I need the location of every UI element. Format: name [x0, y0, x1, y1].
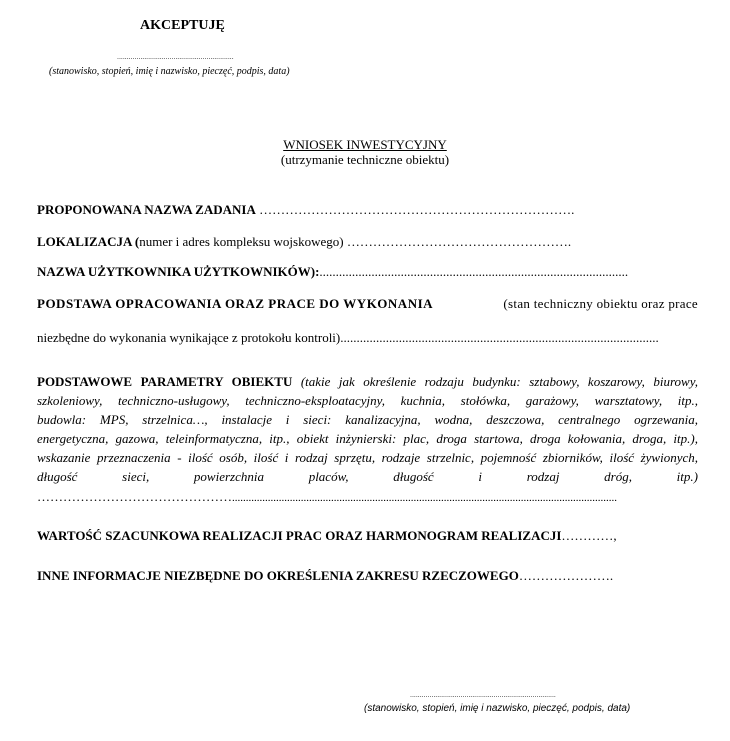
basis-hint-2: niezbędne do wykonania wynikające z protokołu kontroli)	[37, 330, 341, 345]
document-title: WNIOSEK INWESTYCYJNY	[283, 137, 447, 152]
params-dots-b: ............................................................................................................................................	[232, 492, 617, 504]
basis-row-2	[37, 330, 660, 346]
task-name-dots: ……………………………………………………………….	[255, 202, 575, 217]
other-label: INNE INFORMACJE NIEZBĘDNE DO OKREŚLENIA ZAKRESU RZECZOWEGO	[37, 568, 519, 583]
document-subtitle: (utrzymanie techniczne obiektu)	[280, 152, 450, 167]
basis-row	[37, 296, 698, 312]
basis-label: PODSTAWA OPRACOWANIA ORAZ PRACE DO WYKONANIA	[37, 296, 434, 311]
accept-signature-line: ............................................................	[117, 54, 234, 61]
other-dots: ………………….	[518, 568, 614, 583]
params-line-1: PODSTAWOWE PARAMETRY OBIEKTU (takie jak określenie rodzaju budynku: sztabowy, koszarowy, biurowy,	[37, 374, 698, 389]
task-name-label: PROPONOWANA NAZWA ZADANIA	[37, 202, 256, 217]
location-hint: numer i adres kompleksu wojskowego)	[139, 234, 344, 249]
params-paragraph	[37, 372, 698, 486]
task-name-row	[37, 202, 660, 218]
basis-dots: ..................................................................................................	[340, 330, 659, 345]
value-label: WARTOŚĆ SZACUNKOWA REALIZACJI PRAC ORAZ HARMONOGRAM REALIZACJI	[37, 528, 562, 543]
params-dots-row	[37, 489, 617, 505]
params-line-6: długość sieci, powierzchnia placów, długość i rodzaj dróg, itp.)	[37, 469, 698, 484]
params-line-2: szkoleniowy, techniczno-usługowy, techniczno-eksploatacyjny, kuchnia, stołówka, garażowy, warsztatowy, itp.,	[37, 393, 698, 408]
value-dots: …………,	[561, 528, 617, 543]
footer-signature-caption: (stanowisko, stopień, imię i nazwisko, pieczęć, podpis, data)	[364, 703, 631, 714]
params-line-3: budowla: MPS, strzelnica…, instalacje i sieci: kanalizacyjna, wodna, deszczowa, centralnego ogrzewania,	[37, 412, 698, 427]
params-line-5: wskazanie przeznaczenia - ilość osób, ilość i rodzaj sprzętu, rodzaje strzelnic, pojemność zbiorników, ilość żywionych,	[37, 450, 698, 465]
params-dots-a: ………………………………………	[37, 489, 232, 504]
user-row	[37, 264, 660, 280]
accept-heading: AKCEPTUJĘ	[140, 18, 225, 33]
user-dots: ...............................................................................................	[319, 264, 629, 279]
location-dots: …………………………………………….	[343, 234, 572, 249]
params-line-4: energetyczna, gazowa, teleinformatyczna, itp., obiekt inżynierski: plac, droga startowa, droga kołowania, droga, itp.),	[37, 431, 698, 446]
basis-hint-1: (stan techniczny obiektu oraz prace	[503, 296, 698, 311]
user-label: NAZWA UŻYTKOWNIKA UŻYTKOWNIKÓW):	[37, 264, 320, 279]
params-label: PODSTAWOWE PARAMETRY OBIEKTU	[37, 374, 293, 389]
other-row	[37, 568, 697, 584]
location-label: LOKALIZACJA (	[37, 234, 140, 249]
footer-signature-line: ...........................................................................	[410, 692, 556, 699]
value-row	[37, 528, 697, 544]
accept-signature-caption: (stanowisko, stopień, imię i nazwisko, pieczęć, podpis, data)	[49, 66, 290, 77]
location-row	[37, 234, 660, 250]
